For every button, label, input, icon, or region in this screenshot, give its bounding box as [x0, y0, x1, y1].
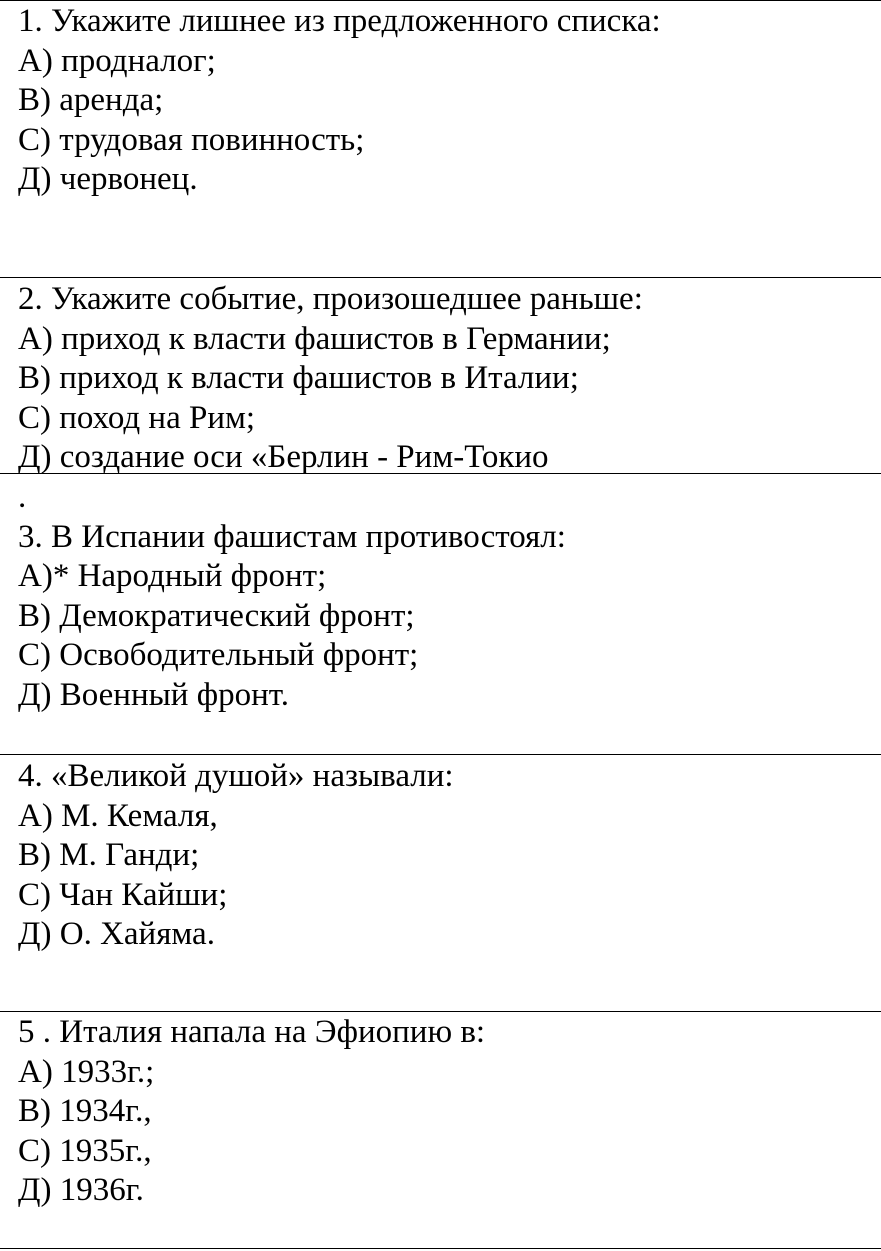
answer-option-c: С) поход на Рим;	[18, 399, 256, 436]
answer-option-c: С) Чан Кайши;	[18, 876, 228, 913]
question-text: 5 . Италия напала на Эфиопию в:	[18, 1014, 486, 1050]
answer-option-b: В) приход к власти фашистов в Италии;	[18, 360, 579, 396]
answer-option-d: Д) червонец.	[18, 161, 198, 197]
table-rule	[0, 754, 881, 755]
table-rule	[0, 1248, 881, 1249]
question-block-1	[18, 2, 868, 200]
answer-option-b: В) 1934г.,	[18, 1093, 152, 1129]
answer-option-c: С) Освободительный фронт;	[18, 637, 419, 673]
answer-option-c: С) 1935г.,	[18, 1132, 152, 1169]
answer-option-b: В) аренда;	[18, 82, 164, 118]
question-text: 1. Укажите лишнее из предложенного списка:	[18, 3, 661, 39]
table-rule	[0, 1011, 881, 1012]
table-rule	[0, 473, 881, 474]
answer-option-a: А) 1933г.;	[18, 1053, 155, 1090]
answer-option-b: В) М. Ганди;	[18, 837, 200, 873]
stray-period: .	[18, 479, 27, 515]
answer-option-d: Д) Военный фронт.	[18, 676, 289, 713]
answer-option-a: А) приход к власти фашистов в Германии;	[18, 320, 611, 357]
answer-option-d: Д) создание оси «Берлин - Рим-Токио	[18, 439, 549, 475]
question-block-4	[18, 757, 868, 955]
table-rule	[0, 277, 881, 278]
answer-option-a: А) продналог;	[18, 42, 216, 79]
question-text: 4. «Великой душой» называли:	[18, 758, 454, 794]
table-rule	[0, 0, 881, 1]
question-text: 2. Укажите событие, произошедшее раньше:	[18, 281, 643, 317]
question-text: 3. В Испании фашистам противостоял:	[18, 518, 566, 555]
answer-option-a: А) М. Кемаля,	[18, 797, 218, 834]
question-block-5	[18, 1013, 868, 1211]
answer-option-a: А)* Народный фронт;	[18, 558, 327, 594]
answer-option-b: В) Демократический фронт;	[18, 597, 415, 634]
question-block-3	[18, 478, 868, 715]
question-block-2	[18, 280, 868, 478]
answer-option-d: Д) О. Хайяма.	[18, 916, 215, 952]
answer-option-d: Д) 1936г.	[18, 1172, 144, 1208]
answer-option-c: С) трудовая повинность;	[18, 121, 365, 158]
